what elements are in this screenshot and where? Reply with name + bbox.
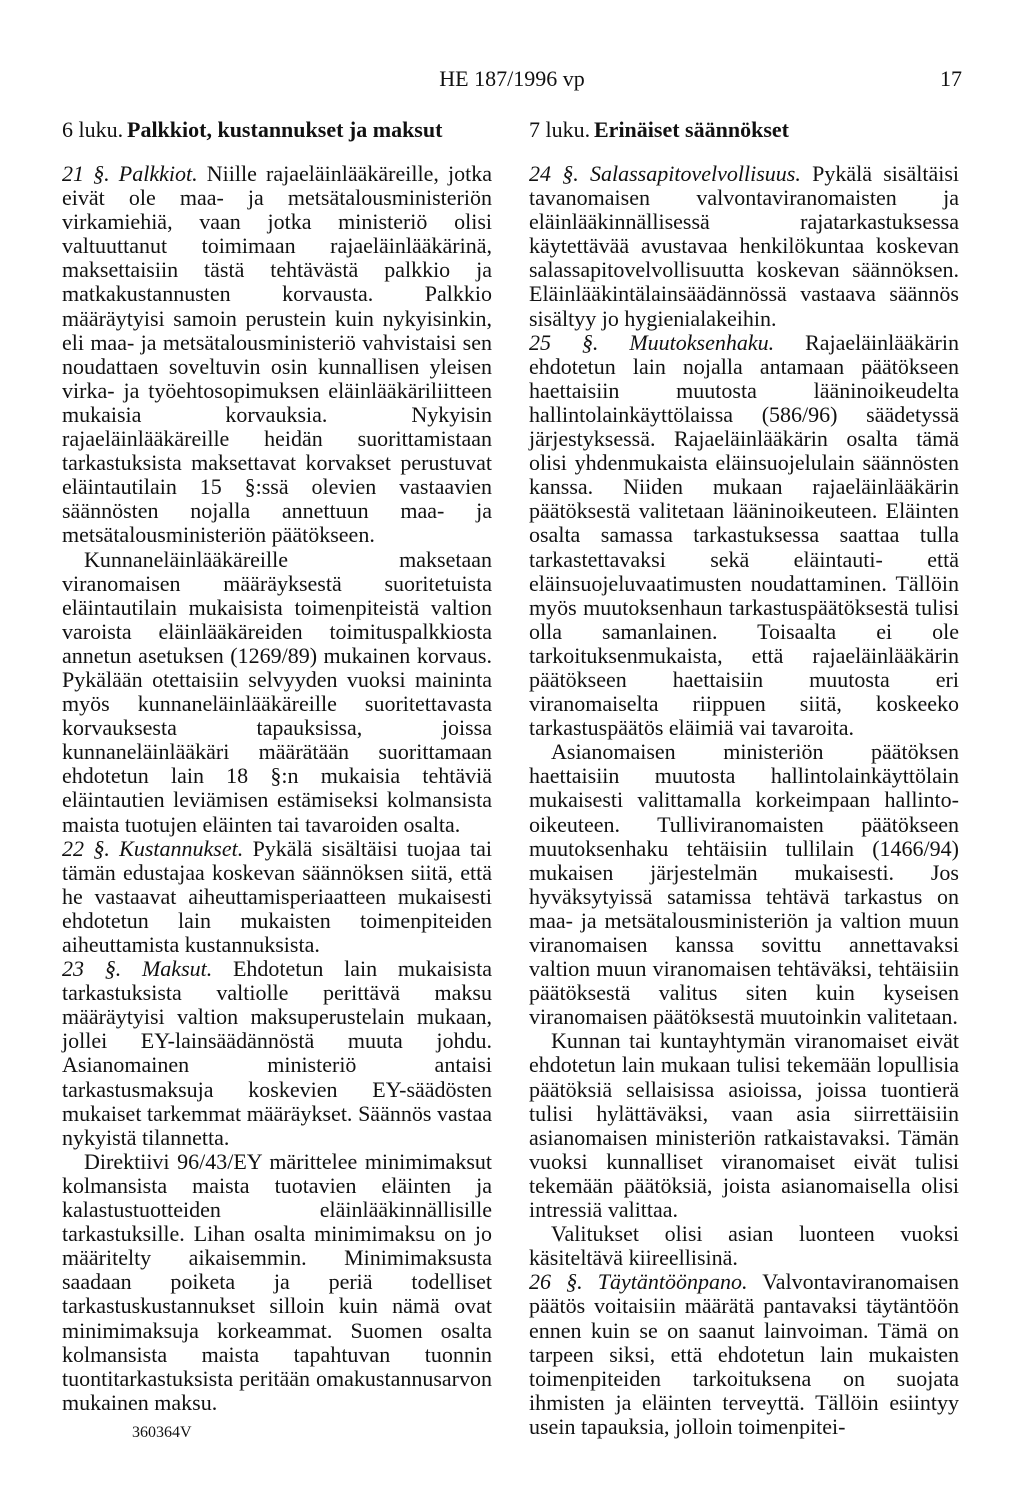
chapter-number: 7 luku. (529, 117, 591, 142)
paragraph-text: Pykälä sisältäisi tavanomaisen valvontaviranomaisten ja eläinlääkinnällisessä rajatarkastuksessa käytettävää avustavaa henkilökuntaa koskevan salassapitovelvollisuutta koskevan säännöksen. Eläinlääkintälainsäädännössä vastaava säännös sisältyy jo hygienialakeihin. (529, 161, 960, 331)
paragraph (62, 548, 492, 837)
paragraph-text: Rajaeläinlääkärin ehdotetun lain nojalla antamaan päätökseen haettaisiin muutosta lääninoikeudelta hallintolainkäyttölaissa (586/96) säädetyssä järjestyksessä. Rajaeläinlääkärin osalta tämä olisi yhdenmukaista eläinsuojelulain säännösten kanssa. Niiden mukaan rajaeläinlääkärin päätöksestä valitetaan lääninoikeuteen. Eläinten osalta samassa tarkastuksessa saattaa tulla tarkastettavaksi sekä eläintauti- että eläinsuojeluvaatimusten noudattaminen. Tällöin myös muutoksenhaun tarkastuspäätöksestä tulisi olla samanlainen. Toisaalta ei ole tarkoituksenmukaista, että rajaeläinlääkärin päätökseen haettaisiin muutosta eri viranomaiselta riippuen siitä, koskeeko tarkastuspäätös eläimiä vai tavaroita. (529, 329, 959, 741)
page-header (0, 66, 1024, 96)
paragraph (62, 162, 492, 548)
chapter-heading (529, 118, 959, 142)
paragraph (529, 331, 959, 741)
chapter-heading (62, 118, 492, 142)
paragraph-text: Niille rajaeläinlääkäreille, jotka eivät ole maa- ja metsätalousministeriön virkamiehiä, vaan jotka ministeriö olisi valtuuttanut toimimaan rajaeläinlääkärinä, maksettaisiin tästä tehtävästä palkkio ja matkakustannusten korvausta. Palkkio määräytyisi samoin perustein kuin nykyisinkin, eli maa- ja metsätalousministeriö vahvistaisi sen noudattaen soveltuvin osin kunnallisen yleisen virka- ja työehtosopimuksen eläinlääkäriliitteen mukaisia korvauksia. Nykyisin rajaeläinlääkäreille heidän suorittamistaan tarkastuksista maksettavat korvakset perustuvat eläintautilain 15 §:ssä olevien vastaavien säännösten nojalla annettuun maa- ja metsätalousministeriön päätökseen. (62, 161, 492, 548)
paragraph (62, 957, 492, 1150)
paragraph-text: Valvontaviranomaisen päätös voitaisiin määrätä pantavaksi täytäntöön ennen kuin se on saanut lainvoiman. Tämä on tarpeen siksi, että ehdotetun lain mukaisten toimenpiteiden tarkoituksena on suojata ihmisten ja eläinten terveyttä. Tällöin esiintyy usein tapauksia, jolloin toimenpitei- (529, 1269, 960, 1439)
chapter-title: Erinäiset säännökset (594, 117, 789, 142)
page-number: 17 (940, 66, 962, 91)
section-label: 24 §. Salassapitovelvollisuus. (529, 161, 801, 186)
paragraph (529, 1222, 959, 1270)
paragraph (529, 740, 959, 1029)
document-id: HE 187/1996 vp (439, 66, 585, 91)
paragraph-text: Asianomaisen ministeriön päätöksen haettaisiin muutosta hallintolainkäyttölain mukaisesti valittamalla korkeimpaan hallinto-oikeuteen. Tulliviranomaisten päätökseen muutoksenhaku tehtäisiin tullilain (1466/94) mukaisen järjestelmän mukaisesti. Jos hyväksytyissä satamissa tehtävä tarkastus on maa- ja metsätalousministeriön ja valtion muun viranomaisen kanssa sovittu annettavaksi valtion muun viranomaisen tehtäväksi, tehtäisiin päätöksestä valitus siten kuin kyseisen viranomaisen päätöksestä muutoinkin valitetaan. (529, 739, 959, 1030)
paragraph-text: Valitukset olisi asian luonteen vuoksi käsiteltävä kiireellisinä. (529, 1221, 959, 1271)
section-label: 21 §. Palkkiot. (62, 161, 198, 186)
paragraph-text: Pykälä sisältäisi tuojaa tai tämän edustajaa koskevan säännöksen siitä, että he vastaavat aiheuttamisperiaatteen mukaisesti ehdotetun lain mukaisten toimenpiteiden aiheuttamista kustannuksista. (62, 835, 492, 957)
chapter-number: 6 luku. (62, 117, 124, 142)
chapter-title: Palkkiot, kustannukset ja maksut (127, 117, 443, 142)
section-label: 22 §. Kustannukset. (62, 835, 244, 861)
document-code: 360364V (132, 1424, 192, 1441)
section-label: 23 §. Maksut. (62, 956, 213, 982)
paragraph (529, 1270, 959, 1439)
section-label: 25 §. Muutoksenhaku. (529, 329, 775, 355)
column-body (529, 162, 959, 1439)
left-column (62, 118, 492, 1415)
paragraph (62, 1150, 492, 1415)
paragraph (529, 1029, 959, 1222)
column-body (62, 162, 492, 1415)
paragraph-text: Ehdotetun lain mukaisista tarkastuksista valtiolle perittävä maksu määräytyisi valtion maksuperustelain mukaan, jollei EY-lainsäädännöstä muuta johdu. Asianomainen ministeriö antaisi tarkastusmaksuja koskevien EY-säädösten mukaiset tarkemmat määräykset. Säännös vastaa nykyistä tilannetta. (62, 956, 492, 1150)
paragraph-text: Kunnaneläinlääkäreille maksetaan viranomaisen määräyksestä suoritetuista eläintautilain mukaisista toimenpiteistä valtion varoista eläinlääkäreiden toimituspalkkiosta annetun asetuksen (1269/89) mukainen korvaus. Pykälään otettaisiin selvyyden vuoksi maininta myös kunnaneläinlääkäreille suoritettavasta korvauksesta tapauksissa, joissa kunnaneläinlääkäri määrätään suorittamaan ehdotetun lain 18 §:n mukaisia tehtäviä eläintautien leviämisen estämiseksi kolmansista maista tuotujen eläinten tai tavaroiden osalta. (62, 546, 492, 837)
right-column (529, 118, 959, 1439)
section-label: 26 §. Täytäntöönpano. (529, 1269, 748, 1295)
paragraph (62, 837, 492, 957)
paragraph-text: Kunnan tai kuntayhtymän viranomaiset eivät ehdotetun lain mukaan tulisi tekemään lopullisia päätöksiä sellaisissa asioissa, joissa tuontierä tulisi hylättäväksi, vaan asia siirrettäisiin asianomaisen ministeriön ratkaistavaksi. Tämän vuoksi kunnalliset viranomaiset eivät tulisi tekemään päätöksiä, joista asianomaisella olisi intressiä valittaa. (529, 1028, 959, 1223)
paragraph-text: Direktiivi 96/43/EY märittelee minimimaksut kolmansista maista tuotavien eläinten ja kalastustuotteiden eläinlääkinnällisille tarkastuksille. Lihan osalta minimimaksu on jo määritelty aikaisemmin. Minimimaksusta saadaan poiketa ja periä todelliset tarkastuskustannukset silloin kuin nämä ovat minimimaksuja korkeammat. Suomen osalta kolmansista maista tapahtuvan tuonnin tuontitarkastuksista peritään omakustannusarvon mukainen maksu. (62, 1148, 492, 1415)
paragraph (529, 162, 959, 331)
